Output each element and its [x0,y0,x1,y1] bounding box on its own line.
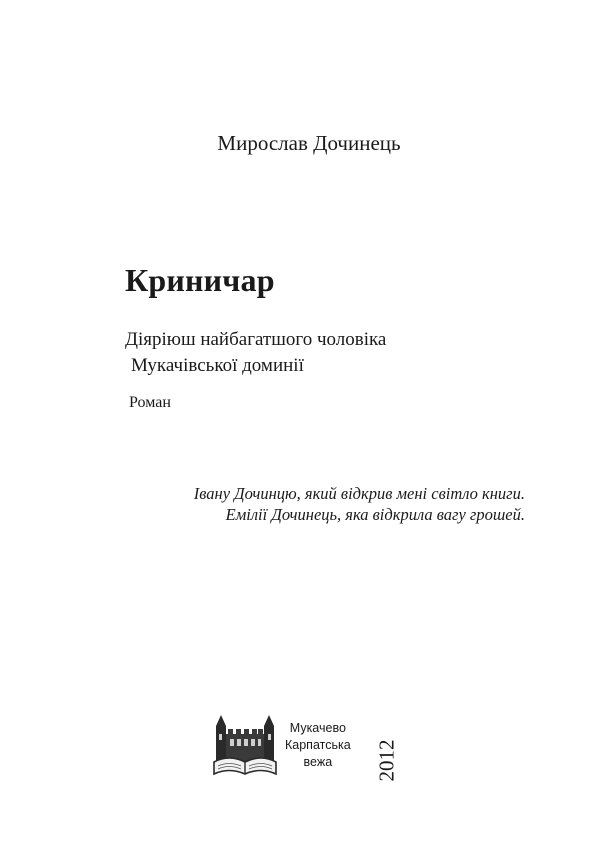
castle-book-icon [212,712,278,778]
publisher-city: Мукачево [289,721,346,735]
book-title: Криничар [125,262,275,298]
subtitle-line-1: Діяріюш найбагатшого чоловіка [125,329,387,350]
publisher-name-line-2: вежа [303,755,333,769]
publisher-block [212,712,399,782]
publisher-text [285,720,351,771]
dedication-line-2: Емілії Дочинець, яка відкрила вагу грошей. [225,505,525,524]
publisher-name-line-1: Карпатська [285,738,351,752]
genre-label: Роман [129,394,171,411]
publication-year: 2012 [374,739,399,782]
dedication [194,483,525,525]
dedication-line-1: Івану Дочинцю, який відкрив мені світло книги. [193,484,525,503]
subtitle-line-2: Мукачівської доминії [131,355,304,376]
author-name: Мирослав Дочинець [217,131,401,155]
